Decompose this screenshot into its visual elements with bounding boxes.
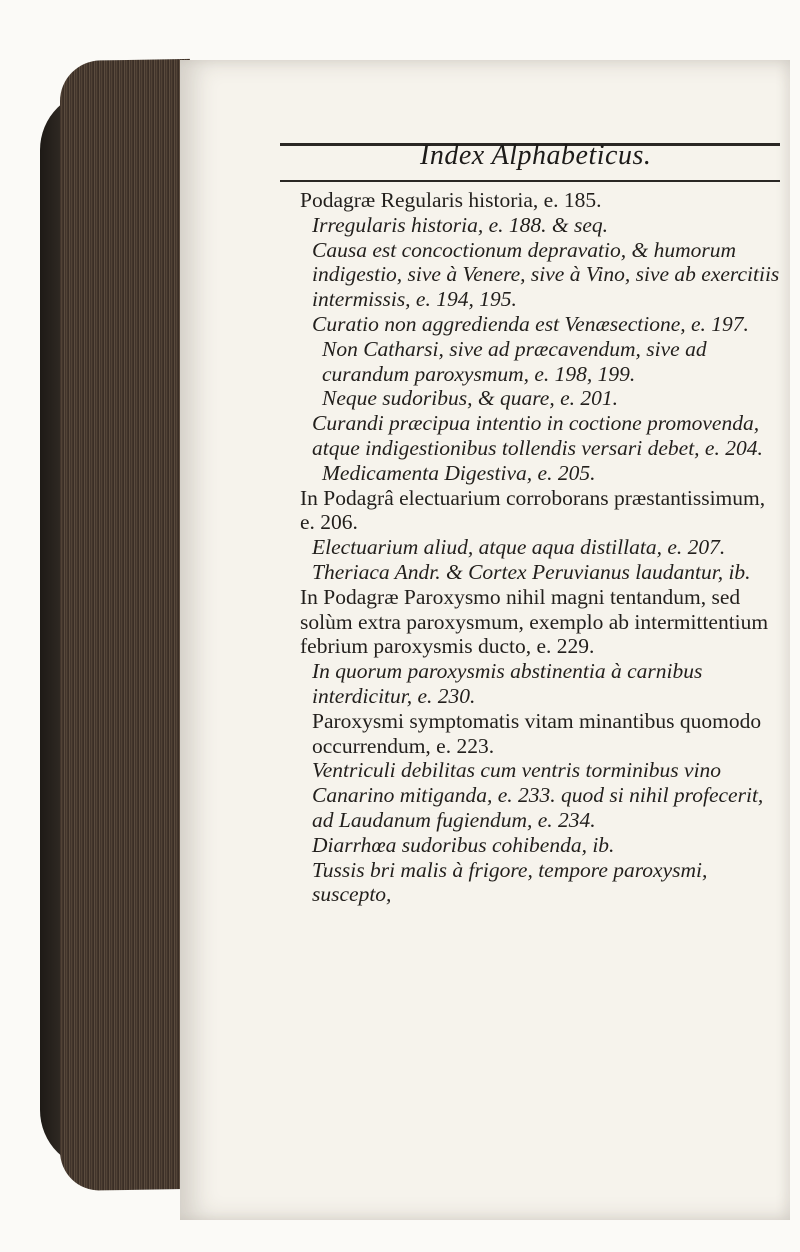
index-entry: Tussis bri malis à frigore, tempore paroxysmi, suscepto,	[312, 857, 708, 907]
header-rule-bottom	[280, 180, 780, 182]
index-entry: In quorum paroxysmis abstinentia à carnibus interdicitur, e. 230.	[312, 659, 703, 708]
index-entry: Paroxysmi symptomatis vitam minantibus quomodo occurrendum, e. 223.	[312, 708, 762, 758]
index-entry: Theriaca Andr. & Cortex Peruvianus laudantur, ib.	[312, 559, 751, 584]
index-entry: Electuarium aliud, atque aqua distillata, e. 207.	[312, 535, 726, 560]
index-entry: Podagræ Regularis historia, e. 185.	[300, 188, 602, 212]
index-entry: Causa est concoctionum depravatio, & humorum indigestio, sive à Venere, sive à Vino, sive ab exercitiis intermissis, e. 194, 195.	[312, 237, 780, 312]
running-head: Index Alphabeticus.	[420, 140, 652, 171]
page-edges	[60, 59, 190, 1191]
index-entry: In Podagræ Paroxysmo nihil magni tentandum, sed solùm extra paroxysmum, exemplo ab intermittentium febrium paroxysmis ducto, e. 229.	[300, 584, 769, 659]
index-text	[300, 188, 785, 907]
index-entry: In Podagrâ electuarium corroborans præstantissimum, e. 206.	[300, 485, 766, 535]
index-entry: Non Catharsi, sive ad præcavendum, sive ad curandum paroxysmum, e. 198, 199.	[322, 336, 707, 386]
index-entry: Diarrhœa sudoribus cohibenda, ib.	[312, 832, 615, 857]
index-entry: Ventriculi debilitas cum ventris torminibus vino Canarino mitiganda, e. 233. quod si nihil profecerit, ad Laudanum fugiendum, e. 234.	[312, 758, 764, 832]
index-entry: Curandi præcipua intentio in coctione promovenda, atque indigestionibus tollendis versari debet, e. 204.	[312, 411, 763, 460]
index-entry: Neque sudoribus, & quare, e. 201.	[322, 386, 619, 411]
index-entry: Irregularis historia, e. 188. & seq.	[312, 212, 609, 237]
index-entry: Curatio non aggredienda est Venæsectione, e. 197.	[312, 311, 749, 336]
index-entry: Medicamenta Digestiva, e. 205.	[322, 460, 596, 485]
